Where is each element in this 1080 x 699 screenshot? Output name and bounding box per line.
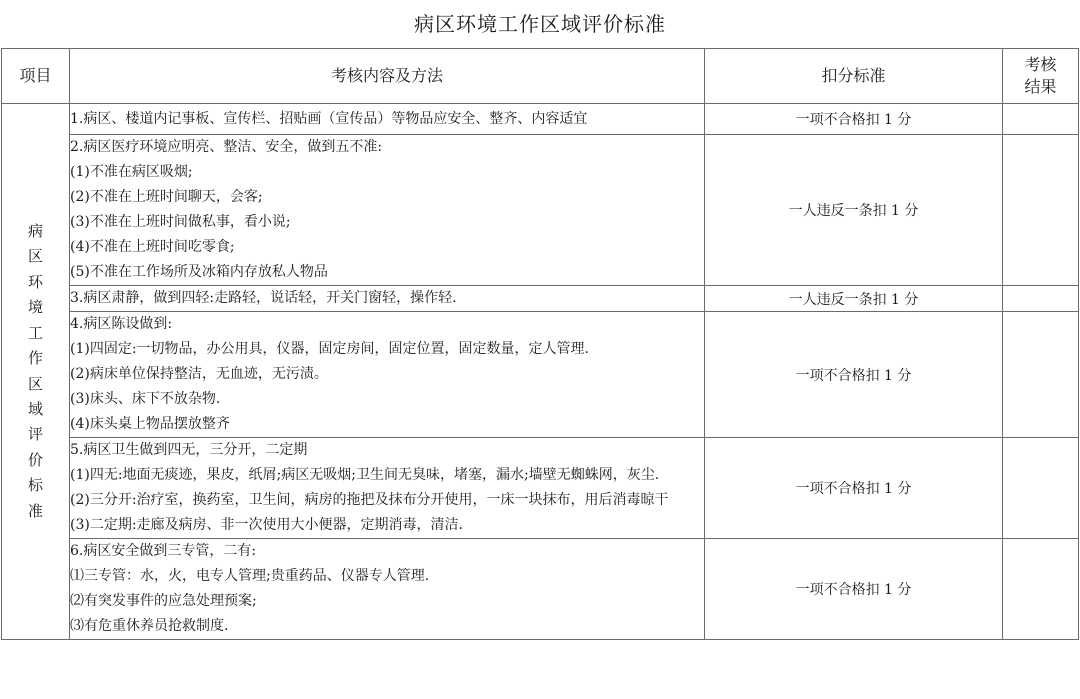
table-header-row bbox=[2, 49, 1079, 104]
content-line: (1)四无:地面无痰迹，果皮，纸屑;病区无吸烟;卫生间无臭味，堵塞，漏水;墙壁无蜘蛛网，灰尘. bbox=[70, 467, 660, 483]
table-row bbox=[2, 438, 1079, 539]
header-project: 项目 bbox=[2, 49, 70, 104]
table-row bbox=[2, 312, 1079, 438]
project-char: 境 bbox=[27, 298, 43, 317]
result-cell[interactable] bbox=[1003, 539, 1079, 640]
header-deduction: 扣分标准 bbox=[705, 49, 1003, 104]
table-row bbox=[2, 286, 1079, 312]
header-content: 考核内容及方法 bbox=[70, 49, 705, 104]
project-char: 价 bbox=[27, 450, 43, 469]
result-cell[interactable] bbox=[1003, 438, 1079, 539]
header-result-line1: 考核 bbox=[1024, 55, 1057, 74]
content-line: 3.病区肃静，做到四轻:走路轻，说话轻，开关门窗轻，操作轻. bbox=[70, 290, 457, 306]
deduction-cell: 一项不合格扣 1 分 bbox=[705, 104, 1003, 135]
content-line: ⑴三专管：水，火，电专人管理;贵重药品、仪器专人管理. bbox=[70, 568, 430, 584]
table-row bbox=[2, 104, 1079, 135]
content-cell bbox=[70, 539, 705, 640]
project-char: 标 bbox=[27, 476, 43, 495]
content-cell bbox=[70, 286, 705, 312]
content-line: 5.病区卫生做到四无，三分开，二定期 bbox=[70, 442, 308, 458]
header-result-line2: 结果 bbox=[1024, 77, 1057, 96]
content-cell bbox=[70, 312, 705, 438]
content-line: (3)二定期:走廊及病房、非一次使用大小便器，定期消毒，清洁. bbox=[70, 517, 463, 533]
content-line: 4.病区陈设做到: bbox=[70, 316, 173, 332]
content-line: (1)不准在病区吸烟; bbox=[70, 164, 193, 180]
project-char: 区 bbox=[27, 247, 43, 266]
content-cell bbox=[70, 438, 705, 539]
project-char: 域 bbox=[27, 399, 43, 418]
deduction-cell: 一人违反一条扣 1 分 bbox=[705, 286, 1003, 312]
content-line: (4)床头桌上物品摆放整齐 bbox=[70, 416, 230, 432]
result-cell[interactable] bbox=[1003, 286, 1079, 312]
project-char: 作 bbox=[27, 349, 43, 368]
content-cell bbox=[70, 135, 705, 286]
deduction-cell: 一项不合格扣 1 分 bbox=[705, 438, 1003, 539]
content-line: ⑶有危重休养员抢救制度. bbox=[70, 618, 229, 634]
content-line: (2)病床单位保持整洁，无血迹，无污渍。 bbox=[70, 366, 328, 382]
content-line: (1)四固定:一切物品，办公用具，仪器，固定房间，固定位置，固定数量，定人管理. bbox=[70, 341, 589, 357]
content-line: (2)三分开:治疗室，换药室，卫生间，病房的拖把及抹布分开使用，一床一块抹布，用后消毒晾干 bbox=[70, 492, 669, 508]
deduction-cell: 一人违反一条扣 1 分 bbox=[705, 135, 1003, 286]
result-cell[interactable] bbox=[1003, 312, 1079, 438]
header-result bbox=[1003, 49, 1079, 104]
content-line: 6.病区安全做到三专管，二有: bbox=[70, 543, 257, 559]
table-row bbox=[2, 539, 1079, 640]
evaluation-table bbox=[1, 48, 1079, 640]
content-line: (3)不准在上班时间做私事，看小说; bbox=[70, 214, 291, 230]
result-cell[interactable] bbox=[1003, 104, 1079, 135]
content-line: 1.病区、楼道内记事板、宣传栏、招贴画（宣传品）等物品应安全、整齐、内容适宜 bbox=[70, 110, 588, 127]
project-char: 准 bbox=[27, 501, 43, 520]
project-label-cell bbox=[2, 104, 70, 640]
project-char: 工 bbox=[27, 323, 43, 342]
content-cell bbox=[70, 104, 705, 135]
content-line: 2.病区医疗环境应明亮、整洁、安全，做到五不准: bbox=[70, 139, 383, 155]
content-line: (2)不准在上班时间聊天，会客; bbox=[70, 189, 263, 205]
content-line: (5)不准在工作场所及冰箱内存放私人物品 bbox=[70, 264, 328, 280]
content-line: ⑵有突发事件的应急处理预案; bbox=[70, 593, 257, 609]
result-cell[interactable] bbox=[1003, 135, 1079, 286]
content-line: (4)不准在上班时间吃零食; bbox=[70, 239, 235, 255]
project-char: 区 bbox=[27, 374, 43, 393]
project-char: 环 bbox=[27, 272, 43, 291]
deduction-cell: 一项不合格扣 1 分 bbox=[705, 312, 1003, 438]
deduction-cell: 一项不合格扣 1 分 bbox=[705, 539, 1003, 640]
project-char: 评 bbox=[27, 425, 43, 444]
content-line: (3)床头、床下不放杂物. bbox=[70, 391, 221, 407]
page-title: 病区环境工作区域评价标准 bbox=[414, 12, 666, 36]
table-row bbox=[2, 135, 1079, 286]
project-char: 病 bbox=[27, 222, 43, 241]
